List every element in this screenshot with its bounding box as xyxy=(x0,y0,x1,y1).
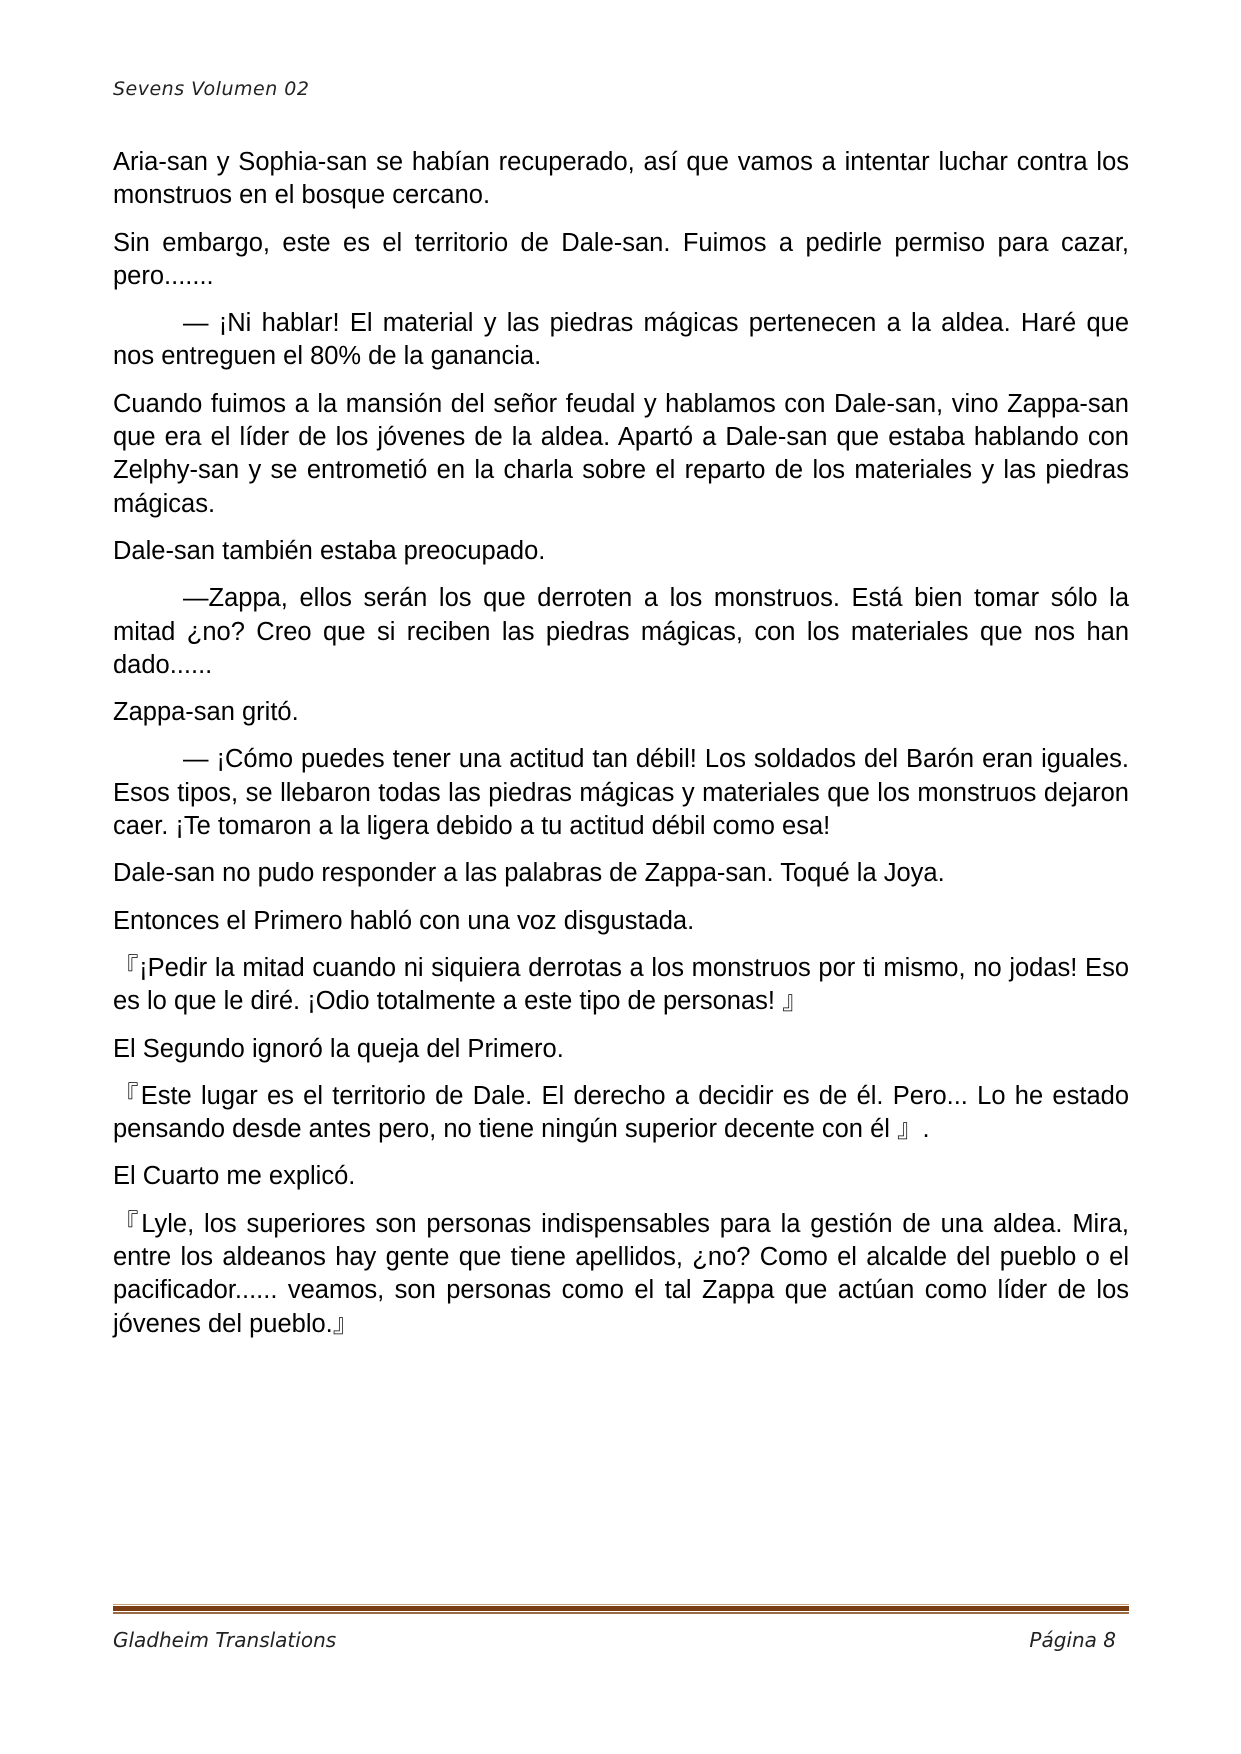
running-header: Sevens Volumen 02 xyxy=(113,78,310,100)
paragraph: El Cuarto me explicó. xyxy=(113,1162,356,1191)
paragraph: Aria-san y Sophia-san se habían recuperado, así que vamos a intentar luchar contra los monstruos en el bosque cercano. xyxy=(113,148,1129,210)
body-text xyxy=(113,146,1129,1355)
paragraph: Zappa-san gritó. xyxy=(113,698,299,727)
page-number: Página 8 xyxy=(1029,1628,1116,1652)
paragraph: Dale-san también estaba preocupado. xyxy=(113,536,546,565)
footer-divider xyxy=(113,1604,1129,1614)
paragraph: 『Este lugar es el territorio de Dale. El derecho a decidir es de él. Pero... Lo he estado pensando desde antes pero, no tiene ningún superior decente con él 』. xyxy=(113,1081,1129,1144)
paragraph: 『Lyle, los superiores son personas indispensables para la gestión de una aldea. Mira, entre los aldeanos hay gente que tiene apellidos, ¿no? Como el alcalde del pueblo o el pacificador...... veamos, son personas como el tal Zappa que actúan como líder de los jóvenes del pueblo.』 xyxy=(113,1209,1129,1338)
paragraph: Cuando fuimos a la mansión del señor feudal y hablamos con Dale-san, vino Zappa-san que era el líder de los jóvenes de la aldea. Apartó a Dale-san que estaba hablando con Zelphy-san y se entrometió en la charla sobre el reparto de los materiales y las piedras mágicas. xyxy=(113,389,1129,518)
paragraph: Sin embargo, este es el territorio de Dale-san. Fuimos a pedirle permiso para cazar, pero....... xyxy=(113,228,1129,290)
paragraph: Dale-san no pudo responder a las palabras de Zappa-san. Toqué la Joya. xyxy=(113,859,945,888)
paragraph: El Segundo ignoró la queja del Primero. xyxy=(113,1034,564,1063)
paragraph: 『¡Pedir la mitad cuando ni siquiera derrotas a los monstruos por ti mismo, no jodas! Eso es lo que le diré. ¡Odio totalmente a este tipo de personas! 』 xyxy=(113,953,1129,1016)
paragraph: —Zappa, ellos serán los que derroten a los monstruos. Está bien tomar sólo la mitad ¿no? Creo que si reciben las piedras mágicas, con los materiales que nos han dado...... xyxy=(113,584,1129,679)
paragraph: — ¡Cómo puedes tener una actitud tan débil! Los soldados del Barón eran iguales. Esos tipos, se llebaron todas las piedras mágicas y materiales que los monstruos dejaron caer. ¡Te tomaron a la ligera debido a tu actitud débil como esa! xyxy=(113,745,1129,841)
paragraph: — ¡Ni hablar! El material y las piedras mágicas pertenecen a la aldea. Haré que nos entreguen el 80% de la ganancia. xyxy=(113,309,1129,371)
paragraph: Entonces el Primero habló con una voz disgustada. xyxy=(113,906,695,935)
footer-publisher: Gladheim Translations xyxy=(113,1628,337,1652)
